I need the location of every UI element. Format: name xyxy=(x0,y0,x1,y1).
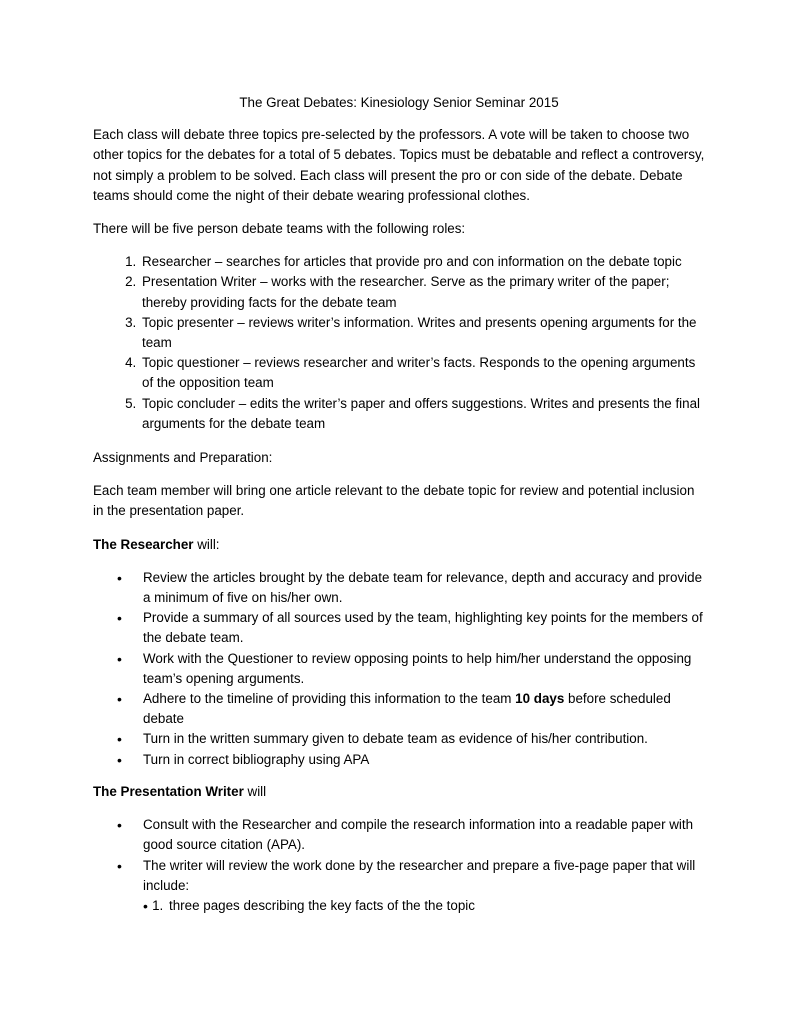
role-item-topic-presenter: 3. Topic presenter – reviews writer’s information. Writes and presents opening arguments for the team xyxy=(140,313,705,353)
assignments-heading: Assignments and Preparation: xyxy=(93,450,273,466)
document-page xyxy=(93,93,705,928)
timeline-text-post: before scheduled debate xyxy=(143,691,671,727)
role-item-topic-questioner: 4. Topic questioner – reviews researcher and writer’s facts. Responds to the opening arguments of the opposition team xyxy=(140,353,705,393)
role-item-presentation-writer: 2. Presentation Writer – works with the researcher. Serve as the primary writer of the paper; thereby providing facts for the debate team xyxy=(140,272,705,312)
paper-contents-list xyxy=(143,896,705,916)
researcher-heading xyxy=(93,535,705,555)
list-item: • Turn in the written summary given to debate team as evidence of his/her contribution. xyxy=(141,729,705,749)
list-item-timeline xyxy=(141,689,705,729)
researcher-heading-rest: will: xyxy=(193,536,220,552)
assignments-paragraph: Each team member will bring one article relevant to the debate topic for review and potential inclusion in the presentation paper. xyxy=(93,483,695,519)
writer-heading-rest: will xyxy=(243,783,267,799)
timeline-deadline: 10 days xyxy=(515,691,565,707)
teams-intro-paragraph: There will be five person debate teams with the following roles: xyxy=(93,221,466,237)
writer-duties-list xyxy=(93,815,705,916)
role-item-researcher: 1. Researcher – searches for articles that provide pro and con information on the debate topic xyxy=(140,252,705,272)
role-item-topic-concluder: 5. Topic concluder – edits the writer’s paper and offers suggestions. Writes and presents the final arguments for the debate team xyxy=(140,394,705,434)
writer-heading-bold: The Presentation Writer xyxy=(93,783,244,799)
list-item-with-sublist xyxy=(141,856,705,917)
list-item: • Work with the Questioner to review opposing points to help him/her understand the opposing team’s opening arguments. xyxy=(141,649,705,689)
sub-list-item: • 1. three pages describing the key facts of the the topic xyxy=(167,896,705,916)
document-title: The Great Debates: Kinesiology Senior Seminar 2015 xyxy=(239,95,559,110)
researcher-duties-list xyxy=(93,568,705,770)
list-item: • Review the articles brought by the debate team for relevance, depth and accuracy and provide a minimum of five on his/her own. xyxy=(141,568,705,608)
intro-paragraph: Each class will debate three topics pre-selected by the professors. A vote will be taken to choose two other topics for the debates for a total of 5 debates. Topics must be debatable and reflect a controversy, not simply a problem to be solved. Each class will present the pro or con side of the debate. Debate teams should come the night of their debate wearing professional clothes. xyxy=(93,127,705,203)
list-item: • Provide a summary of all sources used by the team, highlighting key points for the members of the debate team. xyxy=(141,608,705,648)
list-item: • Turn in correct bibliography using APA xyxy=(141,750,705,770)
list-item-text: The writer will review the work done by the researcher and prepare a five-page paper that will include: xyxy=(143,857,696,893)
roles-list xyxy=(93,252,705,434)
researcher-heading-bold: The Researcher xyxy=(93,536,194,552)
timeline-text-pre: Adhere to the timeline of providing this information to the team xyxy=(143,691,516,707)
writer-heading xyxy=(93,782,705,802)
list-item: • Consult with the Researcher and compile the research information into a readable paper with good source citation (APA). xyxy=(141,815,705,855)
